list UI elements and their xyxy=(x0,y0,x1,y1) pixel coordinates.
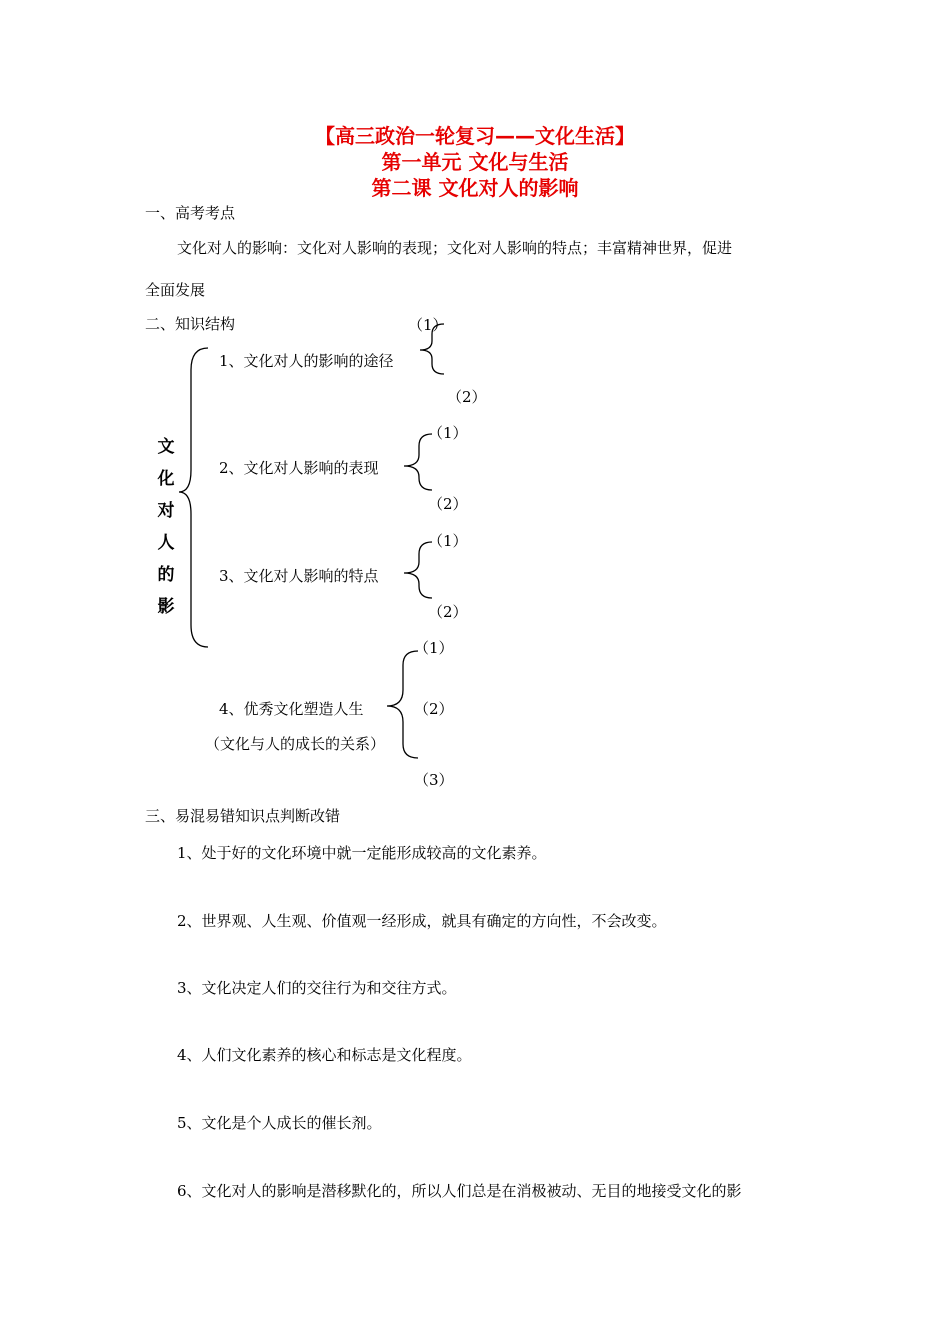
root-char: 对 xyxy=(157,501,175,521)
branch4-item: （3） xyxy=(414,771,454,789)
section3-heading: 三、易混易错知识点判断改错 xyxy=(145,807,341,825)
judgment-item: 5、文化是个人成长的催长剂。 xyxy=(177,1114,382,1132)
root-char: 影 xyxy=(157,597,175,617)
branch3-item: （2） xyxy=(428,603,468,621)
document-title: 【高三政治一轮复习——文化生活】 xyxy=(315,124,635,148)
branch1-label: 1、文化对人的影响的途径 xyxy=(219,352,394,370)
section1-body-line1: 文化对人的影响：文化对人影响的表现；文化对人影响的特点；丰富精神世界，促进 xyxy=(177,239,733,257)
branch3-label: 3、文化对人影响的特点 xyxy=(219,567,379,585)
branch3-item: （1） xyxy=(428,532,468,550)
root-char: 人 xyxy=(157,533,175,553)
root-char: 化 xyxy=(157,469,175,489)
branch4-label: 4、优秀文化塑造人生 xyxy=(219,700,364,718)
judgment-item: 3、文化决定人们的交往行为和交往方式。 xyxy=(177,979,457,997)
lesson-title: 第二课 文化对人的影响 xyxy=(371,176,579,200)
judgment-item: 1、处于好的文化环境中就一定能形成较高的文化素养。 xyxy=(177,844,547,862)
branch2-item: （2） xyxy=(428,495,468,513)
section1-body-line2: 全面发展 xyxy=(145,281,206,299)
branch2-label: 2、文化对人影响的表现 xyxy=(219,459,379,477)
section2-heading: 二、知识结构 xyxy=(145,315,236,333)
main-brace xyxy=(179,348,208,647)
branch2-item: （1） xyxy=(428,424,468,442)
judgment-item: 4、人们文化素养的核心和标志是文化程度。 xyxy=(177,1046,472,1064)
branch1-item: （2） xyxy=(447,388,487,406)
judgment-item: 2、世界观、人生观、价值观一经形成，就具有确定的方向性，不会改变。 xyxy=(177,912,667,930)
branch1-item: （1） xyxy=(408,316,448,334)
unit-title: 第一单元 文化与生活 xyxy=(381,150,569,174)
section1-heading: 一、高考考点 xyxy=(145,204,236,222)
branch4-item: （1） xyxy=(414,639,454,657)
judgment-item: 6、文化对人的影响是潜移默化的，所以人们总是在消极被动、无目的地接受文化的影 xyxy=(177,1182,742,1200)
branch4-sublabel: （文化与人的成长的关系） xyxy=(205,735,386,753)
root-char: 文 xyxy=(157,437,175,457)
branch4-item: （2） xyxy=(414,700,454,718)
root-char: 的 xyxy=(157,565,175,585)
